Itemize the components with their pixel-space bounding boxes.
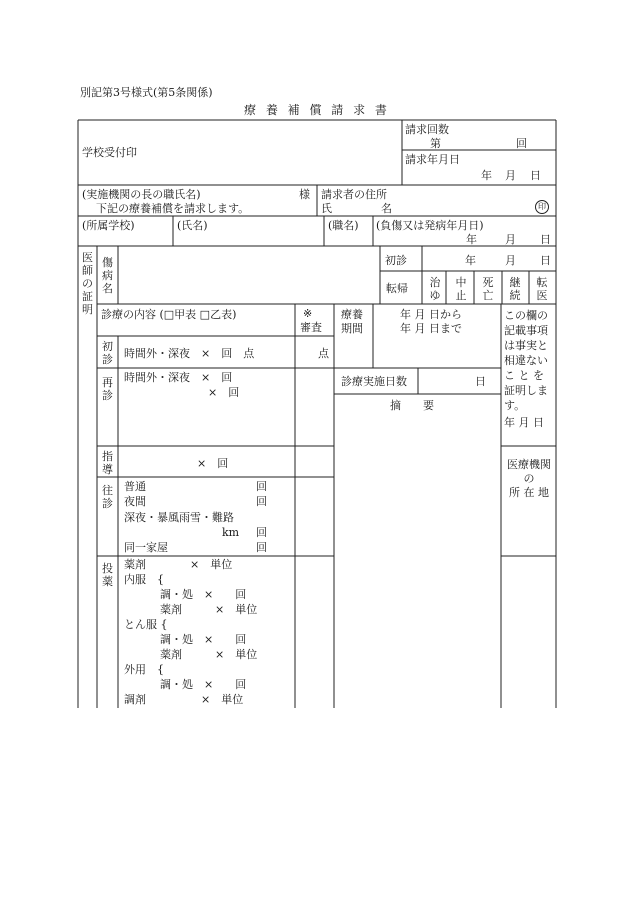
injury-day: 日 — [540, 233, 551, 246]
doctor-certification-label: 医 師 の 証 明 — [82, 251, 93, 316]
days-label: 診療実施日数 — [341, 375, 407, 388]
claimant-address-label: 請求者の住所 — [321, 188, 387, 201]
saishin-label: 再 診 — [102, 376, 113, 402]
touyaku-line-2: 調・処 × 回 — [160, 588, 247, 601]
claim-count-suffix: 回 — [516, 137, 527, 150]
school-label: (所属学校) — [82, 219, 135, 232]
days-unit: 日 — [475, 375, 486, 388]
period-label-2: 期間 — [341, 322, 363, 335]
injury-year: 年 — [466, 233, 477, 246]
touyaku-line-0: 薬剤 × 単位 — [124, 558, 233, 571]
oushin-normal-kai: 回 — [256, 480, 267, 493]
person-name-label: (氏名) — [177, 219, 208, 232]
oushin-same-house-kai: 回 — [256, 541, 267, 554]
touyaku-line-5: 調・処 × 回 — [160, 633, 247, 646]
name-label-2: 名 — [381, 202, 392, 215]
claim-count-label: 請求回数 — [405, 123, 449, 136]
first-visit-month: 月 — [505, 254, 516, 267]
oushin-normal: 普通 — [124, 480, 146, 493]
outcome-continuing: 継 続 — [509, 276, 521, 302]
first-visit-year: 年 — [465, 254, 476, 267]
period-from: 年 月 日から — [400, 308, 462, 321]
touyaku-line-9: 調剤 × 単位 — [124, 693, 244, 706]
seal-icon: 印 — [535, 200, 549, 214]
period-label-1: 療養 — [341, 308, 363, 321]
touyaku-line-6: 薬剤 × 単位 — [160, 648, 258, 661]
shoshin-text: 時間外・深夜 × 回 点 — [124, 347, 255, 360]
first-visit-day: 日 — [540, 254, 551, 267]
saishin-line-1: 時間外・深夜 × 回 — [124, 371, 233, 384]
school-stamp-label: 学校受付印 — [82, 146, 137, 159]
claim-count-prefix: 第 — [430, 137, 441, 150]
touyaku-label: 投 薬 — [102, 562, 113, 588]
touyaku-line-3: 薬剤 × 単位 — [160, 603, 258, 616]
shoshin-label: 初 診 — [102, 340, 113, 366]
oushin-late-storm: 深夜・暴風雨雪・難路 — [124, 511, 234, 524]
oushin-night-kai: 回 — [256, 495, 267, 508]
treatment-content-label: 診療の内容 (□甲表 □乙表) — [101, 308, 237, 321]
saishin-line-2: × 回 — [208, 386, 240, 399]
touyaku-line-1: 内服 { — [124, 573, 164, 586]
institution-address-label: 医療機関 の 所 在 地 — [507, 458, 551, 499]
oushin-same-house: 同一家屋 — [124, 541, 168, 554]
shido-label: 指 導 — [102, 450, 113, 476]
certification-date: 年 月 日 — [504, 416, 544, 429]
certification-note: この欄の 記載事項 は事実と 相違ない こ と を 証明しま す。 — [504, 309, 548, 412]
claim-date-label: 請求年月日 — [405, 153, 460, 166]
institution-head-label: (実施機関の長の職氏名) — [82, 188, 201, 201]
claim-date-day: 日 — [530, 169, 541, 182]
form-header-note: 別記第3号様式(第5条関係) — [80, 86, 213, 99]
outcome-died: 死 亡 — [482, 276, 494, 302]
outcome-label: 転帰 — [386, 282, 408, 295]
position-label: (職名) — [328, 219, 359, 232]
request-text: 下記の療養補償を請求します。 — [96, 202, 250, 215]
sama-label: 様 — [299, 188, 310, 201]
touyaku-line-7: 外用 { — [124, 663, 164, 676]
review-mark: ※ — [303, 307, 313, 320]
shoshin-points: 点 — [318, 347, 329, 360]
oushin-label: 往 診 — [102, 484, 113, 510]
oushin-km-kai: 回 — [256, 526, 267, 539]
shido-text: × 回 — [197, 457, 229, 470]
claim-date-month: 月 — [505, 169, 516, 182]
outcome-stopped: 中 止 — [455, 276, 467, 302]
oushin-km: km — [222, 526, 240, 539]
claim-date-year: 年 — [481, 169, 492, 182]
form-title: 療 養 補 償 請 求 書 — [244, 103, 390, 117]
touyaku-line-8: 調・処 × 回 — [160, 678, 247, 691]
injury-month: 月 — [505, 233, 516, 246]
injury-date-label: (負傷又は発病年月日) — [376, 219, 484, 232]
summary-label: 摘 要 — [390, 399, 434, 412]
period-to: 年 月 日まで — [400, 322, 462, 335]
outcome-cured: 治 ゆ — [429, 276, 441, 302]
name-label-1: 氏 — [321, 202, 332, 215]
outcome-transfer: 転 医 — [536, 276, 548, 302]
first-visit-label: 初診 — [385, 254, 407, 267]
oushin-night: 夜間 — [124, 495, 146, 508]
review-label: 審査 — [300, 321, 322, 334]
disease-name-label: 傷 病 名 — [102, 256, 113, 295]
touyaku-line-4: とん服 { — [124, 618, 168, 631]
